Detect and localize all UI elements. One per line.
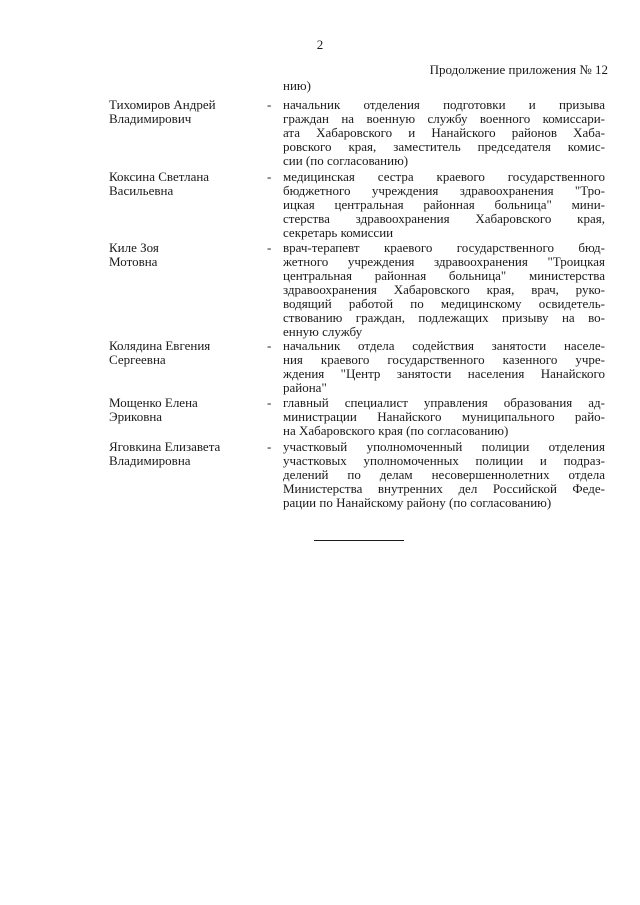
member-position-line: центральная районная больница" министерства xyxy=(283,268,605,283)
member-name xyxy=(109,339,259,367)
member-position-line: ния краевого государственного казенного учре- xyxy=(283,352,605,367)
member-position-line: врач-терапевт краевого государственного бюд- xyxy=(283,240,605,255)
member-name xyxy=(109,170,259,198)
member-name-line: Владимирович xyxy=(109,111,192,126)
entry-dash: - xyxy=(267,439,272,454)
member-position-line: ровского края, заместитель председателя комис- xyxy=(283,139,605,154)
member-position-line: на Хабаровского края (по согласованию) xyxy=(283,423,509,438)
member-position-line: министрации Нанайского муниципального райо- xyxy=(283,409,605,424)
member-position xyxy=(283,396,605,438)
member-position-line: начальник отдела содействия занятости населе- xyxy=(283,338,605,353)
member-position-line: секретарь комиссии xyxy=(283,225,394,240)
member-position xyxy=(283,98,605,168)
member-position-line: ждения "Центр занятости населения Нанайского xyxy=(283,366,605,381)
member-position-line: делений по делам несовершеннолетних отдела xyxy=(283,467,605,482)
member-position-line: граждан на военную службу военного комиссари- xyxy=(283,111,605,126)
member-name xyxy=(109,396,259,424)
member-position-line: главный специалист управления образования ад- xyxy=(283,395,605,410)
member-name-line: Киле Зоя xyxy=(109,240,159,255)
entry-dash: - xyxy=(267,97,272,112)
member-position-line: енную службу xyxy=(283,324,363,339)
member-position-line: медицинская сестра краевого государственного xyxy=(283,169,605,184)
end-rule xyxy=(314,540,404,541)
member-position-line: жетного учреждения здравоохранения "Троицкая xyxy=(283,254,605,269)
member-name-line: Эриковна xyxy=(109,409,163,424)
member-position-line: района" xyxy=(283,380,327,395)
member-position-line: здравоохранения Хабаровского края, врач, руко- xyxy=(283,282,605,297)
member-name-line: Сергеевна xyxy=(109,352,166,367)
member-position-line: сии (по согласованию) xyxy=(283,153,409,168)
member-name xyxy=(109,241,259,269)
member-name-line: Владимировна xyxy=(109,453,191,468)
member-name-line: Колядина Евгения xyxy=(109,338,211,353)
member-position-line: начальник отделения подготовки и призыва xyxy=(283,97,605,112)
page-number: 2 xyxy=(316,37,324,52)
member-position-line: участковый уполномоченный полиции отделения xyxy=(283,439,605,454)
member-position-line: ата Хабаровского и Нанайского районов Хаба- xyxy=(283,125,605,140)
member-name-line: Мощенко Елена xyxy=(109,395,198,410)
member-position xyxy=(283,440,605,510)
member-position-line: Министерства внутренних дел Российской Феде- xyxy=(283,481,605,496)
member-position-line: бюджетного учреждения здравоохранения "Тро- xyxy=(283,183,605,198)
member-position-line: стерства здравоохранения Хабаровского края, xyxy=(283,211,605,226)
member-position xyxy=(283,170,605,240)
member-position-line: водящий работой по медицинскому освидетель- xyxy=(283,296,605,311)
entry-dash: - xyxy=(267,338,272,353)
member-name xyxy=(109,98,259,126)
header-note: Продолжение приложения № 12 xyxy=(429,62,608,77)
member-position xyxy=(283,339,605,395)
member-name-line: Коксина Светлана xyxy=(109,169,210,184)
member-name-line: Мотовна xyxy=(109,254,158,269)
member-position xyxy=(283,241,605,339)
member-position-line: участковых уполномоченных полиции и подраз- xyxy=(283,453,605,468)
entry-dash: - xyxy=(267,240,272,255)
member-position-line: ицкая центральная районная больница" мини- xyxy=(283,197,605,212)
member-name-line: Тихомиров Андрей xyxy=(109,97,216,112)
member-name-line: Васильевна xyxy=(109,183,174,198)
member-name-line: Яговкина Елизавета xyxy=(109,439,221,454)
member-position-line: рации по Нанайскому району (по согласованию) xyxy=(283,495,552,510)
entry-dash: - xyxy=(267,395,272,410)
entry-dash: - xyxy=(267,169,272,184)
member-position-line: ствованию граждан, подлежащих призыву на во- xyxy=(283,310,605,325)
member-name xyxy=(109,440,259,468)
continuation-line: нию) xyxy=(283,78,311,93)
